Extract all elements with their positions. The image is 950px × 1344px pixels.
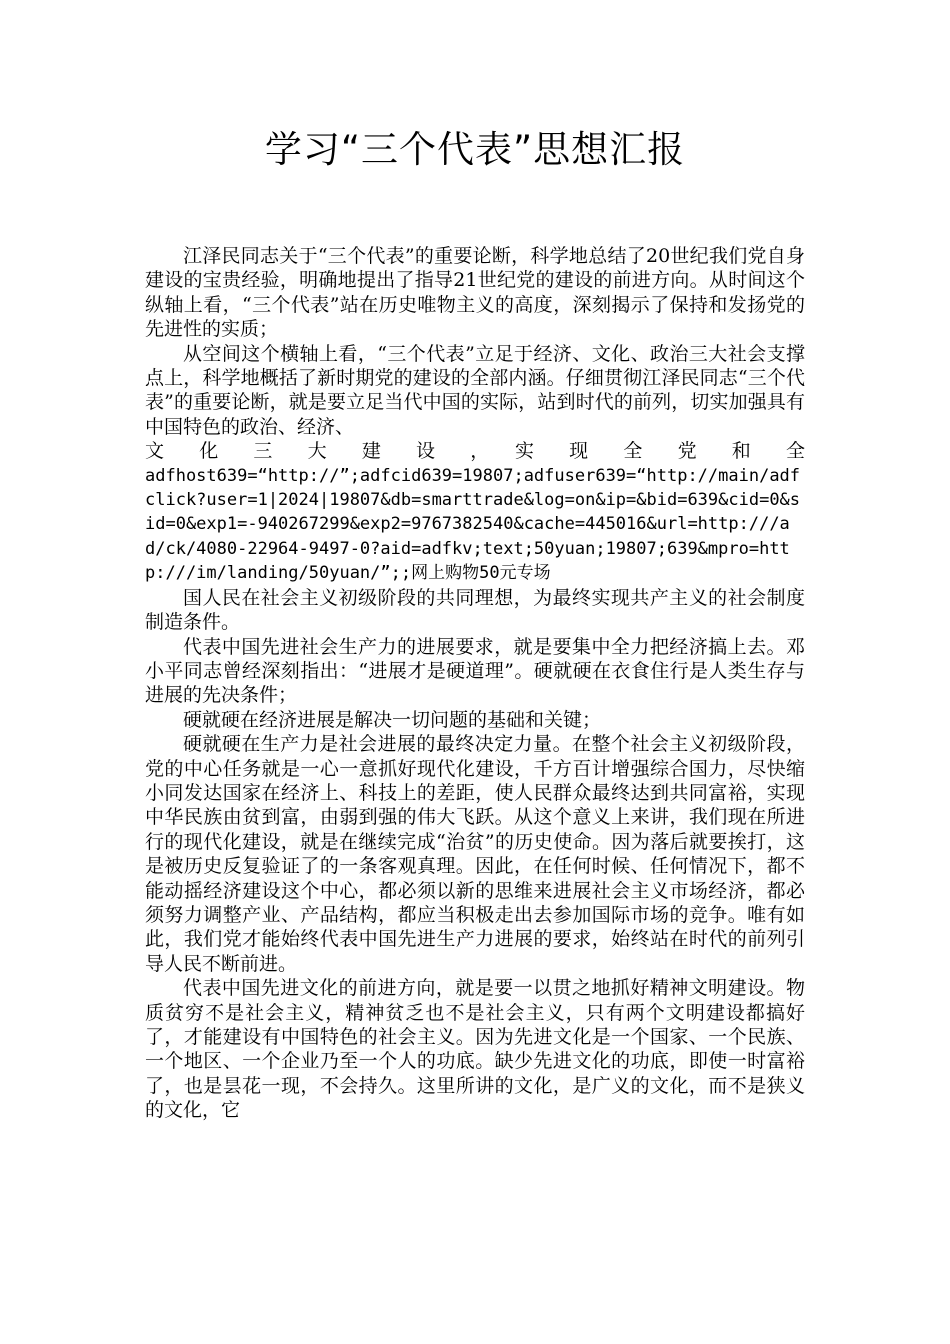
paragraph: 代表中国先进文化的前进方向，就是要一以贯之地抓好精神文明建设。物质贫穷不是社会主义，精神贫乏也不是社会主义，只有两个文明建设都搞好了，才能建设有中国特色的社会主义。因为先进文化是一个国家、一个民族、一个地区、一个企业乃至一个人的功底。缺少先进文化的功底，即使一时富裕了，也是昙花一现，不会持久。这里所讲的文化，是广义的文化，而不是狭义的文化，它 xyxy=(145,977,805,1122)
paragraph: 国人民在社会主义初级阶段的共同理想，为最终实现共产主义的社会制度制造条件。 xyxy=(145,586,805,634)
document-title: 学习“三个代表”思想汇报 xyxy=(264,128,686,171)
paragraph: 从空间这个横轴上看，“三个代表”立足于经济、文化、政治三大社会支撑点上，科学地概括了新时期党的建设的全部内涵。仔细贯彻江泽民同志“三个代表”的重要论断，就是要立足当代中国的实际，站到时代的前列，切实加强具有中国特色的政治、经济、 xyxy=(145,342,805,438)
paragraph: 硬就硬在经济进展是解决一切问题的基础和关键； xyxy=(183,708,602,731)
document-body xyxy=(145,244,805,1123)
paragraph: 硬就硬在生产力是社会进展的最终决定力量。在整个社会主义初级阶段，党的中心任务就是一心一意抓好现代化建设，千方百计增强综合国力，尽快缩小同发达国家在经济上、科技上的差距，使人民群众最终达到共同富裕，实现中华民族由贫到富，由弱到强的伟大飞跃。从这个意义上来讲，我们现在所进行的现代化建设，就是在继续完成“治贫”的历史使命。因为落后就要挨打，这是被历史反复验证了的一条客观真理。因此，在任何时候、任何情况下，都不能动摇经济建设这个中心，都必须以新的思维来进展社会主义市场经济，都必须努力调整产业、产品结构，都应当积极走出去参加国际市场的竞争。唯有如此，我们党才能始终代表中国先进生产力进展的要求，始终站在时代的前列引导人民不断前进。 xyxy=(145,733,805,975)
ad-code-text: adfhost639=“http://”;adfcid639=19807;adfuser639=“http://main/adfclick?user=1|2024|19807&db=smarttrade&log=on&ip=&bid=639&cid=0&sid=0&exp1=-940267299&exp2=9767382540&cache=445016&url=http:///ad/ck/4080-22964-9497-0?aid=adfkv;text;50yuan;19807;639&mpro=http:///im/landing/50yuan/”;;网上购物50元专场 xyxy=(145,465,801,584)
paragraph: 代表中国先进社会生产力的进展要求，就是要集中全力把经济搞上去。邓小平同志曾经深刻指出：“进展才是硬道理”。硬就硬在衣食住行是人类生存与进展的先决条件； xyxy=(145,635,805,707)
paragraph: 江泽民同志关于“三个代表”的重要论断，科学地总结了20世纪我们党自身建设的宝贵经验，明确地提出了指导21世纪党的建设的前进方向。从时间这个纵轴上看，“三个代表”站在历史唯物主义的高度，深刻揭示了保持和发扬党的先进性的实质； xyxy=(145,245,805,341)
paragraph-spread-line: 文 化 三 大 建 设 ， 实 现 全 党 和 全 xyxy=(145,440,805,463)
